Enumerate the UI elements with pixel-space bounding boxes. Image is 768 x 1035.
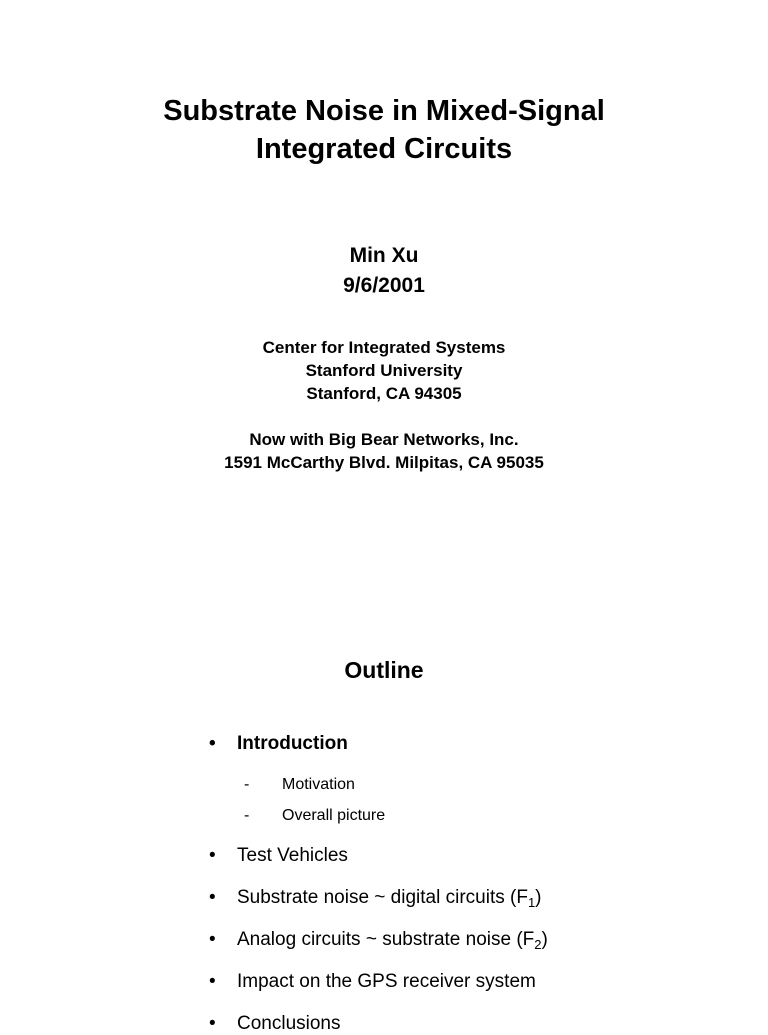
dash-icon: - [244,807,250,824]
bullet-icon: • [209,845,216,866]
outline-item-label: Test Vehicles [237,845,348,866]
outline-item-label: Introduction [237,733,348,754]
title-line-1: Substrate Noise in Mixed-Signal [163,95,605,127]
current-affiliation-block [0,428,768,474]
bullet-icon: • [209,1013,216,1034]
outline-item-label: Conclusions [237,1013,341,1034]
outline-subitem-label: Overall picture [282,807,386,824]
bullet-icon: • [209,887,216,908]
affiliation-line-2: Stanford University [305,361,463,380]
outline-subitem-label: Motivation [282,776,355,793]
outline-item-label: Impact on the GPS receiver system [237,971,536,992]
outline-item-label: Substrate noise ~ digital circuits $(F_1)$ [237,887,542,910]
affiliation-line-1: Center for Integrated Systems [262,338,506,357]
bullet-icon: • [209,929,216,950]
dash-icon: - [244,776,250,793]
bullet-icon: • [209,971,216,992]
author-block [0,241,768,301]
outline-title: Outline [344,657,424,683]
slide-title [0,92,768,168]
current-affiliation-line-1: Now with Big Bear Networks, Inc. [249,430,519,449]
author-name: Min Xu [349,244,419,267]
affiliation-block [0,336,768,405]
title-line-2: Integrated Circuits [255,133,513,165]
outline-item-label: Analog circuits ~ substrate noise $(F_2)$ [237,929,548,952]
bullet-icon: • [209,733,216,754]
current-affiliation-line-2: 1591 McCarthy Blvd. Milpitas, CA 95035 [224,453,544,472]
presentation-date: 9/6/2001 [343,274,425,297]
affiliation-line-3: Stanford, CA 94305 [306,384,462,403]
